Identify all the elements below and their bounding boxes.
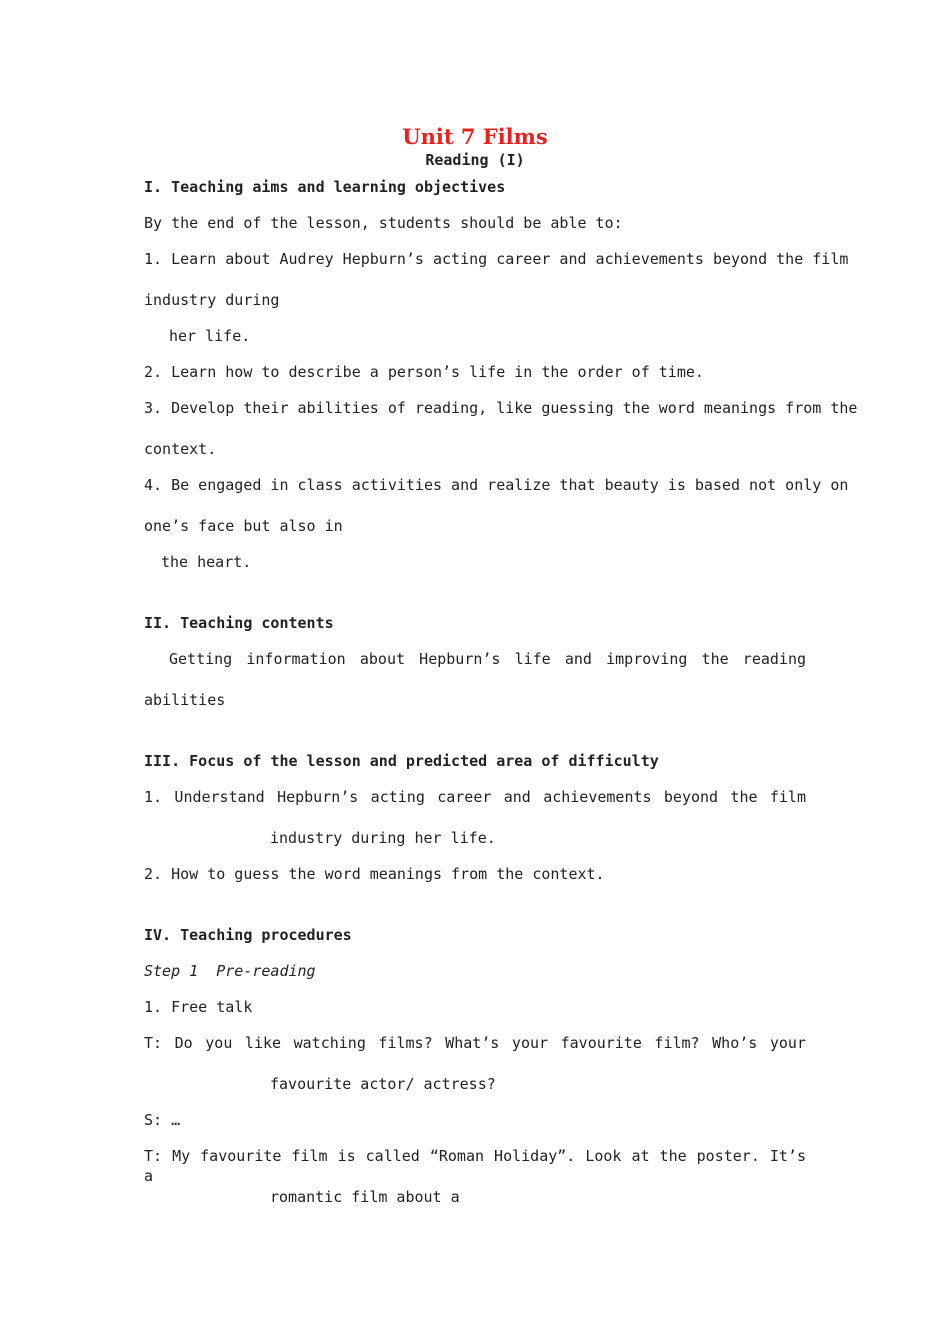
objective-4-line-1: 4. Be engaged in class activities and realize that beauty is based not only on (144, 476, 849, 494)
focus-1-line-2: industry during her life. (270, 829, 496, 847)
objective-1-line-3: her life. (169, 327, 251, 345)
objective-3-line-1: 3. Develop their abilities of reading, like guessing the word meanings from the (144, 399, 858, 417)
document-subtitle: Reading (I) (425, 151, 525, 169)
contents-line-2: abilities (144, 691, 226, 709)
contents-line-1: Getting information about Hepburn’s life and improving the reading (169, 650, 806, 668)
section-heading-focus: III. Focus of the lesson and predicted area of difficulty (144, 752, 659, 770)
free-talk-item: 1. Free talk (144, 998, 253, 1016)
dialogue-s1: S: … (144, 1111, 181, 1129)
document-title: Unit 7 Films (402, 124, 548, 149)
objective-4-line-3: the heart. (161, 553, 252, 571)
section-heading-procedures: IV. Teaching procedures (144, 926, 352, 944)
section-heading-contents: II. Teaching contents (144, 614, 334, 632)
objective-1-line-1: 1. Learn about Audrey Hepburn’s acting career and achievements beyond the film (144, 250, 849, 268)
dialogue-t1-line-2: favourite actor/ actress? (270, 1075, 496, 1093)
objective-2: 2. Learn how to describe a person’s life in the order of time. (144, 363, 704, 381)
step-1-heading: Step 1 Pre-reading (144, 962, 316, 980)
focus-1-line-1: 1. Understand Hepburn’s acting career and achievements beyond the film (144, 788, 806, 806)
section-heading-aims: I. Teaching aims and learning objectives (144, 178, 506, 196)
dialogue-t2-line-1: T: My favourite film is called “Roman Holiday”. Look at the poster. It’s a (144, 1147, 806, 1185)
dialogue-t1-line-1: T: Do you like watching films? What’s your favourite film? Who’s your (144, 1034, 806, 1052)
aims-intro: By the end of the lesson, students should be able to: (144, 214, 623, 232)
objective-3-line-2: context. (144, 440, 217, 458)
dialogue-t2-line-2: romantic film about a (270, 1188, 460, 1206)
objective-4-line-2: one’s face but also in (144, 517, 343, 535)
objective-1-line-2: industry during (144, 291, 280, 309)
focus-2: 2. How to guess the word meanings from the context. (144, 865, 605, 883)
